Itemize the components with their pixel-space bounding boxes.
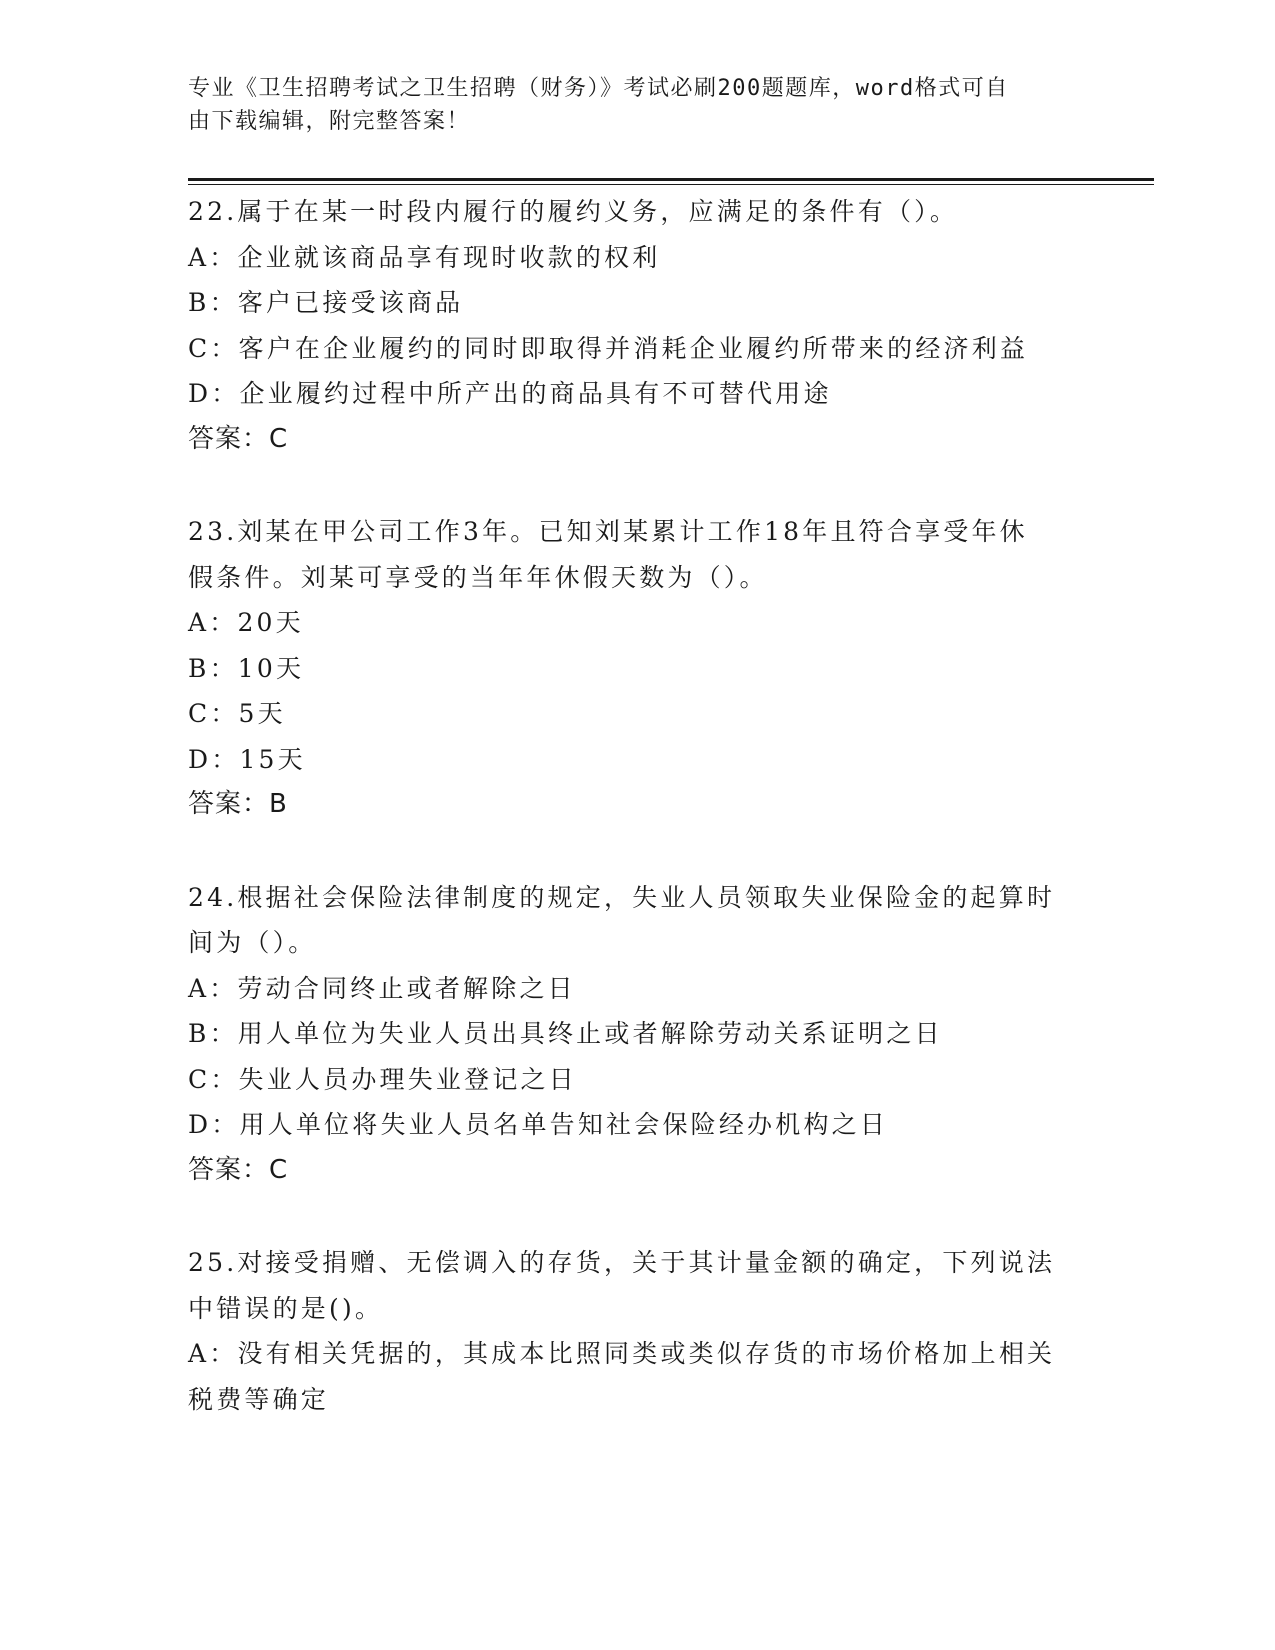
header-divider-thick (188, 178, 1154, 181)
answer-label: 答案：C (188, 423, 289, 454)
question-25 (188, 1240, 1068, 1422)
option-a: A：没有相关凭据的，其成本比照同类或类似存货的市场价格加上相关 (188, 1339, 1056, 1368)
option-a-continued: 税费等确定 (188, 1384, 330, 1414)
option-d: D：15天 (188, 744, 306, 774)
option-c: C：5天 (188, 699, 286, 728)
header-divider-thin (188, 184, 1154, 185)
question-stem-line-2: 间为（）。 (188, 928, 317, 957)
option-a: A：20天 (188, 608, 304, 637)
option-c: C：失业人员办理失业登记之日 (188, 1064, 577, 1094)
header-line-2: 由下载编辑，附完整答案！ (188, 109, 471, 134)
question-stem-line-2: 中错误的是()。 (188, 1293, 384, 1323)
option-c: C：客户在企业履约的同时即取得并消耗企业履约所带来的经济利益 (188, 333, 1029, 363)
question-stem-line-1: 25.对接受捐赠、无偿调入的存货，关于其计量金额的确定，下列说法 (188, 1248, 1056, 1277)
answer-label: 答案：B (188, 789, 288, 819)
question-stem-line-1: 24.根据社会保险法律制度的规定，失业人员领取失业保险金的起算时 (188, 882, 1056, 912)
question-list (188, 189, 1068, 1469)
question-22 (188, 189, 1068, 462)
option-b: B：客户已接受该商品 (188, 288, 464, 317)
option-d: D：企业履约过程中所产出的商品具有不可替代用途 (188, 379, 832, 408)
option-a: A：企业就该商品享有现时收款的权利 (188, 242, 661, 272)
header-line-1: 专业《卫生招聘考试之卫生招聘（财务）》考试必刷200题题库，word格式可自 (188, 76, 1009, 101)
question-stem-line-1: 23.刘某在甲公司工作3年。已知刘某累计工作18年且符合享受年休 (188, 517, 1028, 546)
question-24 (188, 875, 1068, 1194)
option-a: A：劳动合同终止或者解除之日 (188, 973, 576, 1003)
question-stem-line-2: 假条件。刘某可享受的当年年休假天数为（）。 (188, 562, 768, 592)
answer-label: 答案：C (188, 1154, 289, 1185)
document-header (188, 72, 1068, 138)
question-23 (188, 509, 1068, 828)
option-b: B：用人单位为失业人员出具终止或者解除劳动关系证明之日 (188, 1019, 943, 1048)
question-stem: 22.属于在某一时段内履行的履约义务，应满足的条件有（）。 (188, 197, 959, 226)
option-b: B：10天 (188, 653, 305, 683)
option-d: D：用人单位将失业人员名单告知社会保险经办机构之日 (188, 1110, 889, 1139)
